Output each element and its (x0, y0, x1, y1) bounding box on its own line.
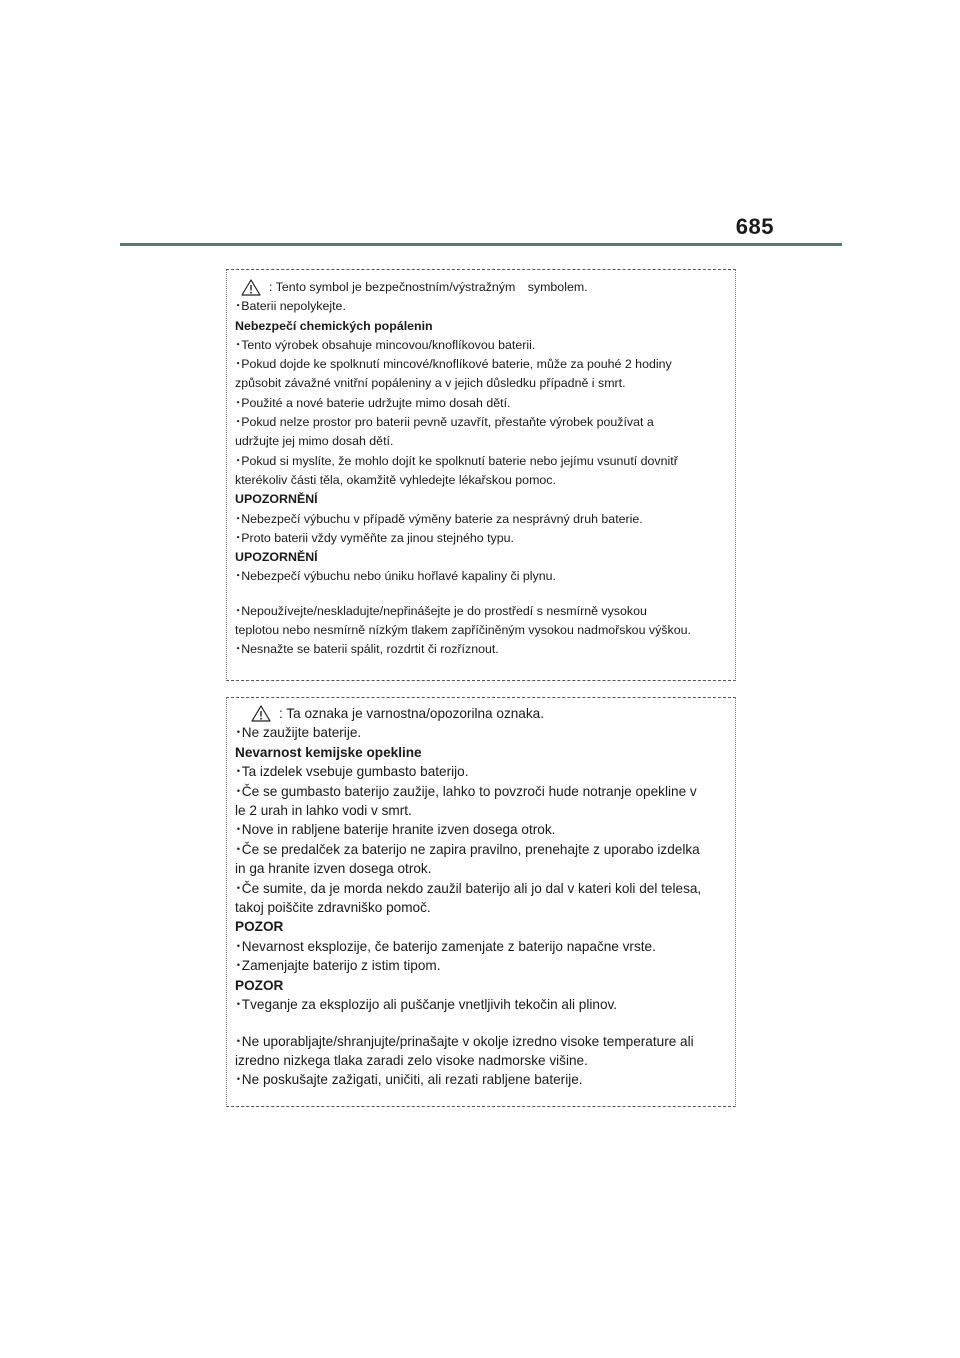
text-line: teplotou nebo nesmírně nízkým tlakem zapříčiněným vysokou nadmořskou výškou. (235, 623, 691, 638)
text-line: ･Pokud nelze prostor pro baterii pevně uzavřít, přestaňte výrobek používat a (235, 415, 654, 430)
text-line: ･Baterii nepolykejte. (235, 299, 346, 314)
section-heading: POZOR (235, 919, 284, 935)
slovene-warning-box (226, 697, 736, 1107)
section-heading: Nevarnost kemijske opekline (235, 744, 422, 760)
section-heading: POZOR (235, 977, 284, 993)
text-line: ･Če se predalček za baterijo ne zapira pravilno, prenehajte z uporabo izdelka (235, 841, 700, 857)
text-line: udržujte jej mimo dosah dětí. (235, 434, 394, 449)
slovene-lines (235, 723, 729, 1089)
page-number: 685 (735, 214, 774, 239)
text-line: izredno nizkega tlaka zaradi zelo visoke nadmorske višine. (235, 1052, 588, 1068)
header-rule (120, 243, 842, 246)
section-heading: UPOZORNĚNÍ (235, 550, 318, 565)
czech-lines (235, 297, 729, 659)
text-line: ･Pokud si myslíte, že mohlo dojít ke spolknutí baterie nebo jejímu vsunutí dovnitř (235, 453, 678, 468)
text-line: ･Nebezpečí výbuchu nebo úniku hořlavé kapaliny či plynu. (235, 569, 556, 584)
section-heading: UPOZORNĚNÍ (235, 492, 318, 507)
text-line: ･Zamenjajte baterijo z istim tipom. (235, 958, 441, 974)
czech-warning-box (226, 269, 736, 681)
text-line: ･Nevarnost eksplozije, če baterijo zamenjate z baterijo napačne vrste. (235, 938, 656, 954)
text-line: ･Če se gumbasto baterijo zaužije, lahko to povzroči hude notranje opekline v (235, 783, 697, 799)
text-line: ･Nepoužívejte/neskladujte/nepřinášejte je do prostředí s nesmírně vysokou (235, 603, 647, 618)
text-line: ･Pokud dojde ke spolknutí mincové/knoflíkové baterie, může za pouhé 2 hodiny (235, 357, 672, 372)
text-line: kterékoliv části těla, okamžitě vyhledejte lékařskou pomoc. (235, 472, 556, 487)
blank-line (235, 1015, 729, 1032)
czech-intro-text: : Tento symbol je bezpečnostním/výstražným symbolem. (269, 280, 588, 294)
text-line: ･Nove in rabljene baterije hranite izven dosega otrok. (235, 822, 556, 838)
text-line: ･Tento výrobek obsahuje mincovou/knoflíkovou baterii. (235, 337, 536, 352)
slovene-intro-text: : Ta oznaka je varnostna/opozorilna oznaka. (279, 706, 544, 721)
text-line: ･Proto baterii vždy vyměňte za jinou stejného typu. (235, 530, 514, 545)
warning-triangle-icon (251, 705, 271, 722)
blank-line (235, 587, 729, 602)
warning-triangle-icon (241, 279, 261, 296)
text-line: ･Použité a nové baterie udržujte mimo dosah dětí. (235, 395, 511, 410)
text-line: ･Ta izdelek vsebuje gumbasto baterijo. (235, 764, 469, 780)
text-line: takoj poiščite zdravniško pomoč. (235, 900, 431, 916)
text-line: ･Ne poskušajte zažigati, uničiti, ali rezati rabljene baterije. (235, 1072, 583, 1088)
text-line: ･Nesnažte se baterii spálit, rozdrtit či rozříznout. (235, 642, 499, 657)
text-line: ･Tveganje za eksplozijo ali puščanje vnetljivih tekočin ali plinov. (235, 997, 618, 1013)
text-line: le 2 urah in lahko vodi v smrt. (235, 803, 412, 819)
text-line: in ga hranite izven dosega otrok. (235, 861, 432, 877)
slovene-intro-line (235, 704, 729, 723)
text-line: ･Če sumite, da je morda nekdo zaužil baterijo ali jo dal v kateri koli del telesa, (235, 880, 702, 896)
text-line: ･Ne uporabljajte/shranjujte/prinašajte v okolje izredno visoke temperature ali (235, 1033, 694, 1049)
czech-intro-line (235, 278, 729, 297)
text-line: ･Nebezpečí výbuchu v případě výměny baterie za nesprávný druh baterie. (235, 511, 643, 526)
text-line: ･Ne zaužijte baterije. (235, 725, 362, 741)
text-line: způsobit závažné vnitřní popáleniny a v jejich důsledku případně i smrt. (235, 376, 626, 391)
section-heading: Nebezpečí chemických popálenin (235, 318, 433, 333)
